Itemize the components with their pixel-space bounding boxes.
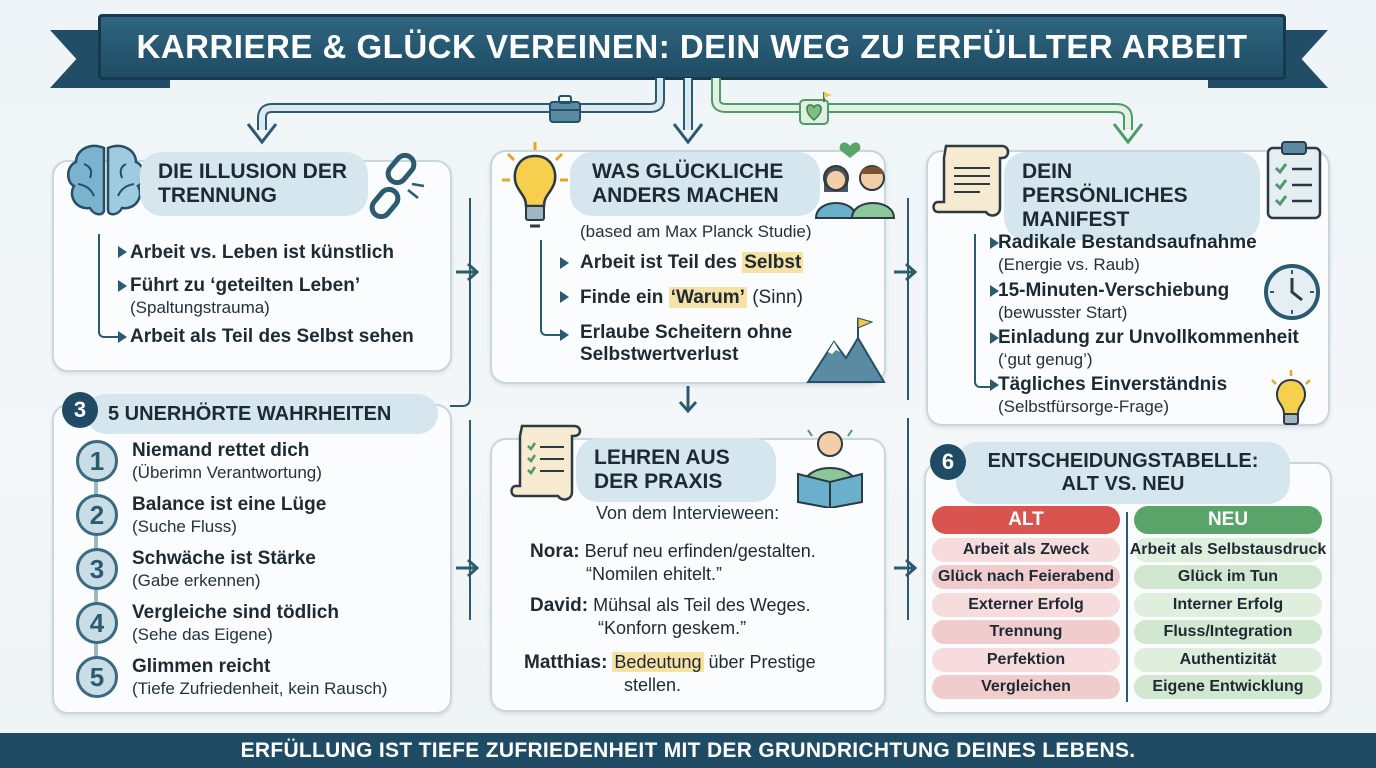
table-cell-old: Trennung xyxy=(932,620,1120,644)
bullet-arrow xyxy=(560,257,569,269)
reader-icon xyxy=(790,424,874,508)
lightbulb-small-icon xyxy=(1266,368,1316,430)
page-title: KARRIERE & GLÜCK VEREINEN: DEIN WEG ZU ERFÜLLTER ARBEIT xyxy=(136,28,1248,65)
happy-couple-icon xyxy=(812,140,898,220)
quote-nora: Nora: Beruf neu erfinden/gestalten. “Nomilen ehitelt.” xyxy=(530,541,816,584)
truth-item-4: Vergleiche sind tödlich (Sehe das Eigene) xyxy=(132,602,339,644)
manifest-item-3: Einladung zur Unvollkommenheit (‘gut genug’) xyxy=(998,327,1299,369)
broken-chain-icon xyxy=(362,150,430,222)
illusion-item-1: Arbeit vs. Leben ist künstlich xyxy=(130,242,394,263)
heart-flag-icon xyxy=(798,90,834,126)
bullet-arrow xyxy=(118,331,127,343)
briefcase-icon xyxy=(548,94,582,124)
document-scroll-icon xyxy=(510,422,586,504)
clock-icon xyxy=(1262,262,1322,322)
table-cell-new: Fluss/Integration xyxy=(1134,620,1322,644)
bullet-arrow xyxy=(560,291,569,303)
truth-item-5: Glimmen reicht (Tiefe Zufriedenheit, kein Rausch) xyxy=(132,656,388,698)
illusion-bracket xyxy=(98,234,120,338)
table-divider xyxy=(1126,512,1128,702)
brain-icon xyxy=(64,140,148,222)
lightbulb-icon xyxy=(500,140,570,232)
table-title: ENTSCHEIDUNGSTABELLE: ALT VS. NEU xyxy=(956,442,1290,504)
bullet-arrow xyxy=(560,329,569,341)
footer-banner xyxy=(0,733,1376,768)
mountain-flag-icon xyxy=(806,316,886,384)
table-cell-new: Authentizität xyxy=(1134,648,1322,672)
truth-item-3: Schwäche ist Stärke (Gabe erkennen) xyxy=(132,548,316,590)
section-number-badge: 3 xyxy=(62,392,98,428)
table-cell-old: Vergleichen xyxy=(932,675,1120,699)
new-column-header: NEU xyxy=(1134,506,1322,534)
old-column-header: ALT xyxy=(932,506,1120,534)
happy-item-3: Erlaube Scheitern ohne Selbstwertverlust xyxy=(580,322,793,365)
truth-item-1: Niemand rettet dich (Überimn Verantwortung) xyxy=(132,440,322,482)
happy-item-1: Arbeit ist Teil des Selbst xyxy=(580,252,802,273)
checklist-icon xyxy=(1264,140,1324,220)
manifest-item-2: 15-Minuten-Verschiebung (bewusster Start) xyxy=(998,280,1230,322)
happy-bracket xyxy=(540,240,562,336)
truth-number-3: 3 xyxy=(76,548,118,590)
manifest-item-4: Tägliches Einverständnis (Selbstfürsorge-Frage) xyxy=(998,374,1228,416)
truth-number-2: 2 xyxy=(76,494,118,536)
table-cell-old: Externer Erfolg xyxy=(932,593,1120,617)
manifest-title: DEIN PERSÖNLICHES MANIFEST xyxy=(1004,152,1260,240)
truth-number-5: 5 xyxy=(76,656,118,698)
manifest-item-1: Radikale Bestandsaufnahme (Energie vs. Raub) xyxy=(998,232,1257,274)
table-cell-new: Arbeit als Selbstausdruck xyxy=(1134,538,1322,562)
table-cell-new: Interner Erfolg xyxy=(1134,593,1322,617)
happy-item-2: Finde ein ‘Warum’ (Sinn) xyxy=(580,287,803,308)
praxis-title: LEHREN AUS DER PRAXIS xyxy=(576,438,776,502)
quote-matthias: Matthias: Bedeutung über Prestige stellen. xyxy=(524,652,816,695)
bullet-arrow xyxy=(118,280,127,292)
truth-number-1: 1 xyxy=(76,440,118,482)
table-cell-old: Perfektion xyxy=(932,648,1120,672)
happy-title: WAS GLÜCKLICHE ANDERS MACHEN xyxy=(570,152,820,216)
illusion-title: DIE ILLUSION DER TRENNUNG xyxy=(140,152,368,216)
table-cell-old: Glück nach Feierabend xyxy=(932,565,1120,589)
praxis-intro: Von dem Intervieween: xyxy=(596,503,780,523)
truth-number-4: 4 xyxy=(76,602,118,644)
truth-item-2: Balance ist eine Lüge (Suche Fluss) xyxy=(132,494,327,536)
table-cell-old: Arbeit als Zweck xyxy=(932,538,1120,562)
illusion-item-2: Führt zu ‘geteilten Leben’ (Spaltungstrauma) xyxy=(130,275,361,317)
footer-text: ERFÜLLUNG IST TIEFE ZUFRIEDENHEIT MIT DER GRUNDRICHTUNG DEINES LEBENS. xyxy=(240,738,1136,762)
happy-intro: (based am Max Planck Studie) xyxy=(580,222,812,241)
table-cell-new: Glück im Tun xyxy=(1134,565,1322,589)
illusion-item-3: Arbeit als Teil des Selbst sehen xyxy=(130,326,414,347)
manifest-bracket xyxy=(974,234,994,388)
scroll-icon xyxy=(930,142,1012,222)
table-cell-new: Eigene Entwicklung xyxy=(1134,675,1322,699)
truths-title: 5 UNERHÖRTE WAHRHEITEN xyxy=(86,394,438,434)
quote-david: David: Mühsal als Teil des Weges. “Konforn geskem.” xyxy=(530,595,811,638)
bullet-arrow xyxy=(118,246,127,258)
section-number-badge: 6 xyxy=(930,444,966,480)
